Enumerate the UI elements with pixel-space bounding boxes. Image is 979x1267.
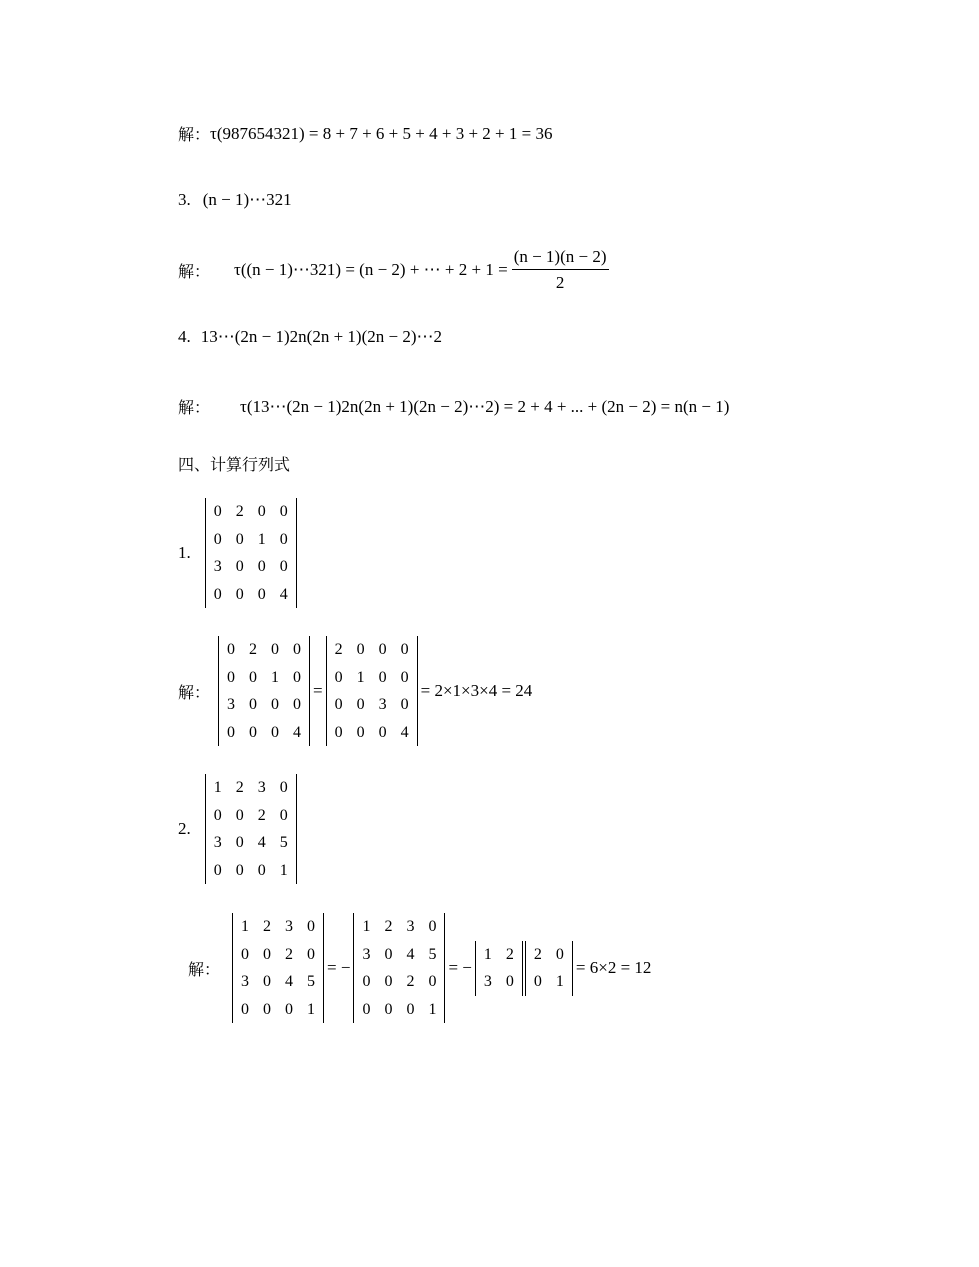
determinant-matrix-permuted [326, 636, 418, 746]
solution-label: 解： [178, 125, 211, 144]
matrix-cell: 0 [356, 723, 365, 741]
matrix-cell: 3 [241, 973, 250, 990]
matrix-cell: 3 [227, 696, 236, 713]
matrix-cell: 1 [213, 779, 222, 796]
matrix-cell: 0 [307, 945, 316, 963]
problem-number: 4. [178, 327, 191, 346]
matrix-cell: 2 [533, 945, 542, 963]
matrix-cell: 2 [406, 973, 415, 990]
matrix-cell: 0 [257, 861, 266, 879]
matrix-cell: 0 [384, 945, 393, 963]
matrix-cell: 1 [483, 945, 492, 963]
matrix-cell: 4 [285, 973, 294, 990]
determinant-matrix [218, 636, 310, 746]
matrix-cell: 0 [505, 973, 514, 990]
matrix-cell: 5 [428, 945, 437, 963]
matrix-cell: 0 [227, 641, 236, 658]
matrix-cell: 0 [406, 1000, 415, 1018]
fraction-denominator: 2 [555, 273, 565, 292]
matrix-cell: 1 [428, 1000, 437, 1018]
matrix-cell: 1 [362, 918, 371, 935]
matrix-cell: 0 [400, 641, 409, 658]
formula-sol3-lhs: τ((n − 1)⋯321) = (n − 2) + ⋯ + 2 + 1 = [234, 260, 508, 279]
matrix-cell: 2 [505, 945, 514, 963]
formula-tau-987654321: τ(987654321) = 8 + 7 + 6 + 5 + 4 + 3 + 2 + 1 = 36 [210, 123, 553, 143]
formula-item4: 13⋯(2n − 1)2n(2n + 1)(2n − 2)⋯2 [200, 327, 442, 346]
matrix-cell: 0 [555, 945, 564, 963]
matrix-cell: 2 [263, 918, 272, 935]
matrix-cell: 0 [356, 641, 365, 658]
matrix-cell: 0 [362, 1000, 371, 1018]
matrix-cell: 0 [213, 585, 222, 603]
matrix-cell: 3 [378, 696, 387, 713]
fraction [512, 247, 609, 293]
problem-3 [178, 190, 292, 210]
matrix-cell: 0 [271, 723, 280, 741]
matrix-cell: 1 [356, 668, 365, 686]
negative-equals: = − [327, 958, 351, 977]
matrix-cell: 0 [428, 973, 437, 990]
matrix-cell: 4 [279, 585, 288, 603]
determinant-solution-1 [178, 636, 535, 746]
fraction-numerator: (n − 1)(n − 2) [512, 247, 609, 270]
matrix-cell: 0 [378, 723, 387, 741]
matrix-cell: 5 [279, 834, 288, 851]
matrix-cell: 0 [293, 668, 302, 686]
matrix-cell: 0 [378, 668, 387, 686]
matrix-cell: 0 [356, 696, 365, 713]
matrix-cell: 0 [235, 806, 244, 824]
determinant-2x2-b [525, 941, 573, 996]
matrix-cell: 2 [285, 945, 294, 963]
result: = 2×1×3×4 = 24 [420, 681, 533, 700]
matrix-cell: 0 [271, 696, 280, 713]
matrix-cell: 3 [285, 918, 294, 935]
matrix-cell: 0 [271, 641, 280, 658]
matrix-cell: 0 [249, 668, 258, 686]
matrix-cell: 1 [555, 973, 564, 990]
matrix-cell: 0 [213, 806, 222, 824]
matrix-cell: 0 [241, 945, 250, 963]
problem-number: 1. [178, 543, 191, 562]
matrix-cell: 0 [279, 530, 288, 548]
matrix-cell: 0 [263, 945, 272, 963]
matrix-cell: 0 [428, 918, 437, 935]
matrix-cell: 2 [334, 641, 343, 658]
matrix-cell: 2 [249, 641, 258, 658]
matrix-cell: 0 [362, 973, 371, 990]
matrix-cell: 2 [384, 918, 393, 935]
matrix-cell: 3 [406, 918, 415, 935]
matrix-cell: 0 [235, 530, 244, 548]
solution-label: 解： [188, 959, 221, 979]
determinant-matrix-swapped [353, 913, 445, 1023]
determinant-solution-2 [188, 913, 654, 1023]
negative-equals: = − [448, 958, 472, 977]
matrix-cell: 0 [213, 861, 222, 879]
matrix-cell: 3 [362, 945, 371, 963]
matrix-cell: 1 [279, 861, 288, 879]
matrix-cell: 1 [307, 1000, 316, 1018]
matrix-cell: 3 [483, 973, 492, 990]
matrix-cell: 3 [213, 834, 222, 851]
section-title: 四、计算行列式 [178, 455, 291, 474]
problem-number: 3. [178, 190, 191, 209]
solution-label: 解： [178, 261, 211, 281]
matrix-cell: 0 [400, 696, 409, 713]
equals-sign: = [313, 681, 323, 700]
matrix-cell: 0 [279, 503, 288, 520]
determinant-2x2-a [475, 941, 523, 996]
matrix-cell: 0 [241, 1000, 250, 1018]
matrix-cell: 0 [279, 558, 288, 575]
matrix-cell: 2 [235, 503, 244, 520]
section-heading [178, 452, 290, 475]
matrix-cell: 0 [307, 918, 316, 935]
formula-item3: (n − 1)⋯321 [202, 190, 292, 209]
problem-number: 2. [178, 819, 191, 838]
matrix-cell: 0 [334, 668, 343, 686]
solution-4 [178, 395, 729, 418]
solution-label: 解： [178, 398, 211, 417]
matrix-cell: 0 [227, 668, 236, 686]
matrix-cell: 0 [378, 641, 387, 658]
matrix-cell: 0 [334, 723, 343, 741]
matrix-cell: 1 [271, 668, 280, 686]
matrix-cell: 0 [257, 585, 266, 603]
matrix-cell: 1 [241, 918, 250, 935]
matrix-cell: 0 [249, 696, 258, 713]
formula-sol4: τ(13⋯(2n − 1)2n(2n + 1)(2n − 2)⋯2) = 2 + 4 + ... + (2n − 2) = n(n − 1) [240, 396, 730, 416]
matrix-cell: 0 [279, 806, 288, 824]
solution-1 [178, 122, 552, 145]
matrix-cell: 0 [263, 973, 272, 990]
matrix-cell: 0 [400, 668, 409, 686]
matrix-cell: 1 [257, 530, 266, 548]
matrix-cell: 0 [235, 861, 244, 879]
matrix-cell: 0 [285, 1000, 294, 1018]
matrix-cell: 2 [235, 779, 244, 796]
matrix-cell: 0 [235, 558, 244, 575]
matrix-cell: 0 [279, 779, 288, 796]
matrix-cell: 4 [406, 945, 415, 963]
matrix-cell: 4 [293, 723, 302, 741]
matrix-cell: 3 [257, 779, 266, 796]
matrix-cell: 0 [235, 585, 244, 603]
matrix-cell: 4 [257, 834, 266, 851]
solution-label: 解： [178, 682, 211, 702]
determinant-matrix [205, 498, 297, 608]
matrix-cell: 0 [533, 973, 542, 990]
matrix-cell: 0 [257, 558, 266, 575]
matrix-cell: 0 [293, 641, 302, 658]
result: = 6×2 = 12 [575, 958, 652, 977]
matrix-cell: 0 [227, 723, 236, 741]
determinant-matrix [232, 913, 324, 1023]
matrix-cell: 0 [249, 723, 258, 741]
problem-4 [178, 327, 442, 347]
determinant-matrix [205, 774, 297, 884]
matrix-cell: 5 [307, 973, 316, 990]
matrix-cell: 0 [334, 696, 343, 713]
matrix-cell: 0 [235, 834, 244, 851]
matrix-cell: 2 [257, 806, 266, 824]
matrix-cell: 0 [257, 503, 266, 520]
matrix-cell: 3 [213, 558, 222, 575]
matrix-cell: 4 [400, 723, 409, 741]
matrix-cell: 0 [213, 503, 222, 520]
matrix-cell: 0 [384, 1000, 393, 1018]
matrix-cell: 0 [384, 973, 393, 990]
matrix-cell: 0 [293, 696, 302, 713]
matrix-cell: 0 [263, 1000, 272, 1018]
determinant-problem-2 [178, 774, 297, 884]
solution-3 [178, 247, 609, 293]
matrix-cell: 0 [213, 530, 222, 548]
determinant-problem-1 [178, 498, 297, 608]
